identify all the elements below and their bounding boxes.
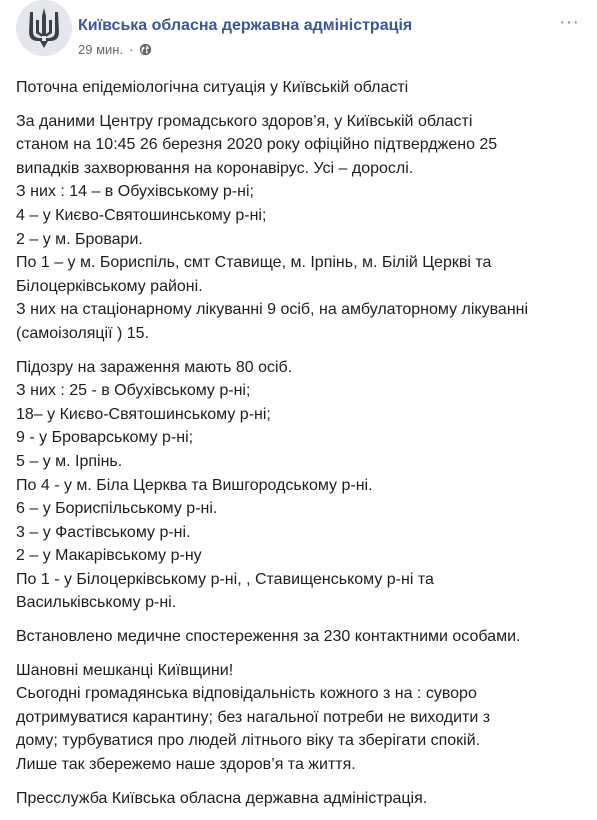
post-paragraph: За даними Центру громадського здоров’я, у Київській області станом на 10:45 26 березня 2020 року офіційно підтверджено 25 випадків захворювання на коронавірус. Усі – дорослі. З них : 14 – в Обухівському р-ні; 4 – у Києво-Святошинському р-ні; 2 – у м. Бровари. По 1 – у м. Бориспіль, смт Ставище, м. Ірпінь, м. Білій Церкві та Білоцерківському районі. З них на стаціонарному лікуванні 9 осіб, на амбулаторному лікуванні (самоізоляції ) 15. [16,112,529,342]
page-avatar[interactable] [16,0,72,56]
page-name-link[interactable]: Київська обласна державна адміністрація [78,17,413,34]
post-paragraph: Встановлено медичне спостереження за 230 контактними особами. [16,628,521,646]
globe-icon[interactable] [139,43,152,56]
meta-separator: · [129,42,134,57]
post-text [16,76,586,820]
trident-coat-of-arms-icon [24,6,64,50]
post-paragraph: Поточна епідеміологічна ситуація у Київській області [16,79,409,96]
post-meta [78,42,152,57]
post-header [16,0,581,66]
more-options-icon[interactable]: ··· [559,11,579,33]
post-paragraph: Пресслужба Київська обласна державна адміністрація. [16,789,428,807]
post-timestamp[interactable]: 29 мин. [78,42,124,57]
post-paragraph: Шановні мешканці Київщини! Сьогодні громадянська відповідальність кожного з на : суворо дотримуватися карантину; без нагальної потреби не виходити з дому; турбуватися про людей літнього віку та зберігати спокій. Лише так збережемо наше здоров’я та життя. [16,661,491,774]
post-paragraph: Підозру на зараження мають 80 осіб. З них : 25 - в Обухівському р-ні; 18– у Києво-Святошинському р-ні; 9 - у Броварському р-ні; 5 – у м. Ірпінь. По 4 - у м. Біла Церква та Вишгородському р-ні. 6 – у Бориспільському р-ні. 3 – у Фастівському р-ні. 2 – у Макарівському р-ну По 1 - у Білоцерківському р-ні, , Ставищенському р-ні та Васильківському р-ні. [16,358,434,612]
